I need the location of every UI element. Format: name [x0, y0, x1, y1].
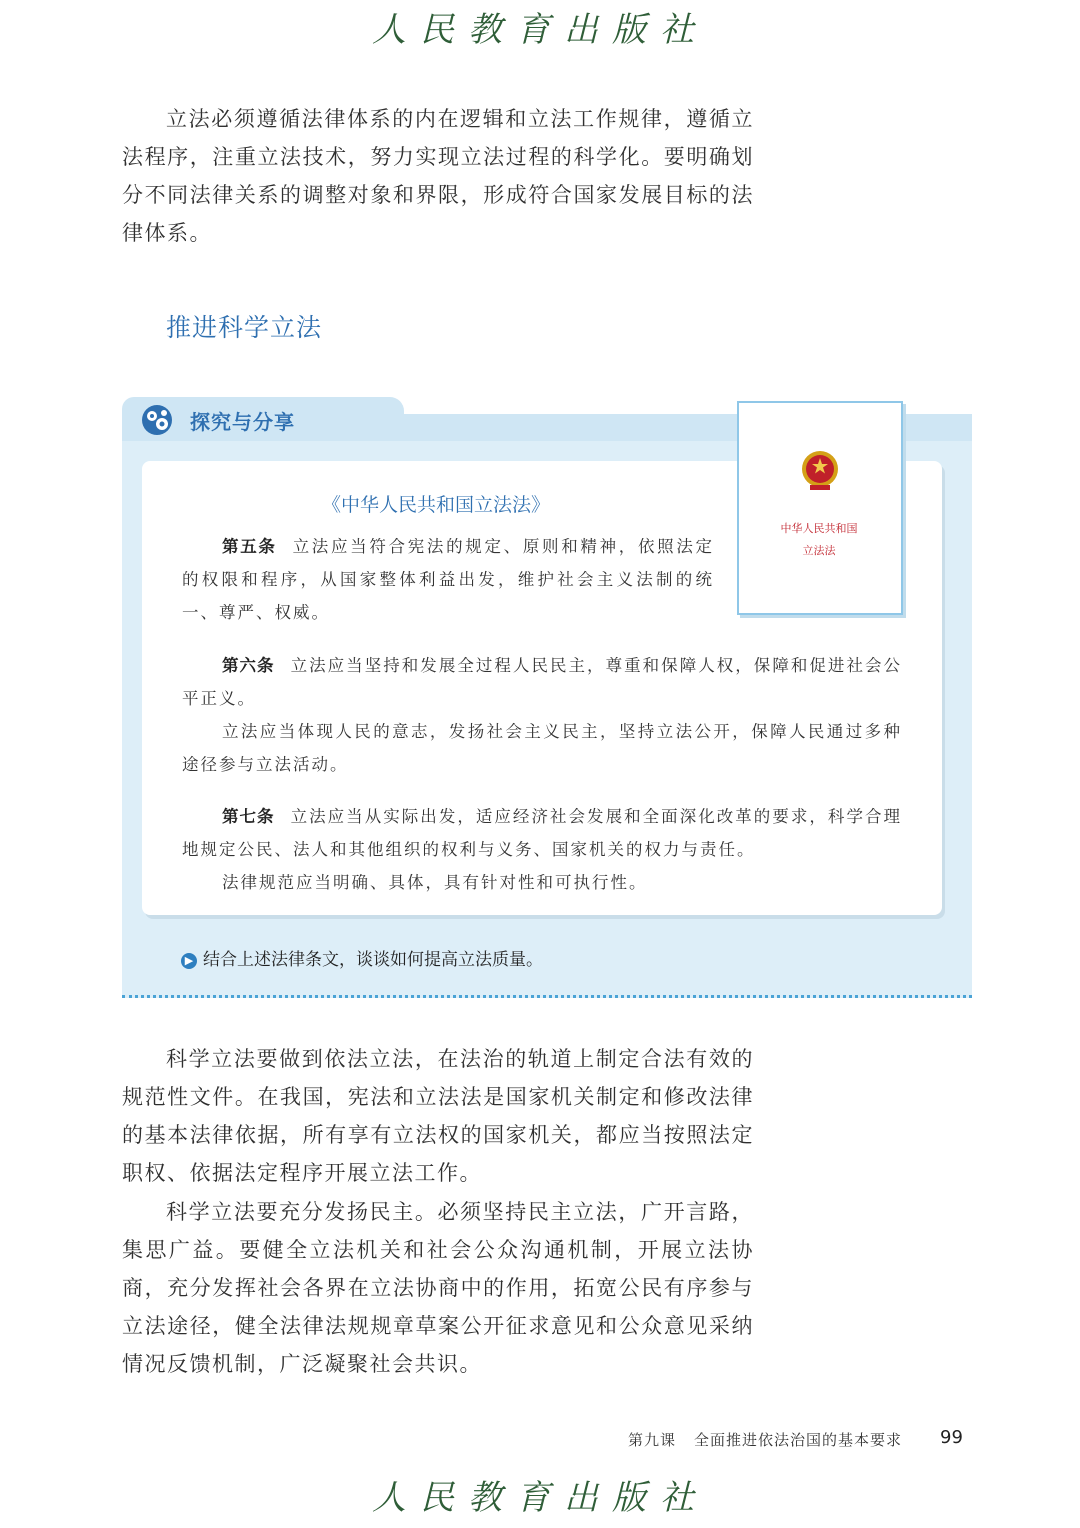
book-title-line2: 立法法: [802, 544, 836, 557]
explore-gears-icon: [140, 403, 174, 437]
page-number: 99: [940, 1427, 963, 1448]
article-number: 第六条: [222, 656, 275, 675]
article-number: 第五条: [222, 537, 277, 556]
body-paragraph: 立法必须遵循法律体系的内在逻辑和立法工作规律，遵循立法程序，注重立法技术，努力实现立法过程的科学化。要明确划分不同法律关系的调整对象和界限，形成符合国家发展目标的法律体系。: [122, 107, 754, 245]
section-heading: 推进科学立法: [166, 313, 323, 342]
footer-chapter: 第九课: [628, 1431, 677, 1449]
dotted-divider: [122, 995, 972, 998]
discussion-question: [181, 945, 543, 970]
running-footer: [628, 1429, 902, 1450]
footer-title: 全面推进依法治国的基本要求: [694, 1431, 903, 1449]
article-number: 第七条: [222, 807, 275, 826]
law-book-cover: [737, 401, 903, 615]
article-5: [182, 530, 714, 629]
article-6: [182, 649, 902, 781]
national-emblem-icon: [800, 449, 840, 493]
article-text: 立法应当从实际出发，适应经济社会发展和全面深化改革的要求，科学合理地规定公民、法人和其他组织的权利与义务、国家机关的权力与责任。: [182, 807, 903, 859]
body-paragraph: 科学立法要充分发扬民主。必须坚持民主立法，广开言路，集思广益。要健全立法机关和社会公众沟通机制，开展立法协商，充分发挥社会各界在立法协商中的作用，拓宽公民有序参与立法途径，健全法律法规规章草案公开征求意见和公众意见采纳情况反馈机制，广泛凝聚社会共识。: [122, 1200, 754, 1376]
body-paragraph: 科学立法要做到依法立法，在法治的轨道上制定合法有效的规范性文件。在我国，宪法和立法法是国家机关制定和修改法律的基本法律依据，所有享有立法权的国家机关，都应当按照法定职权、依据法定程序开展立法工作。: [122, 1047, 754, 1185]
article-text-continued: 法律规范应当明确、具体，具有针对性和可执行性。: [222, 873, 648, 892]
article-7: [182, 800, 902, 899]
article-text: 立法应当符合宪法的规定、原则和精神，依照法定的权限和程序，从国家整体利益出发，维护社会主义法制的统一、尊严、权威。: [182, 537, 714, 622]
law-title: 《中华人民共和国立法法》: [322, 494, 551, 516]
question-text: 结合上述法律条文，谈谈如何提高立法质量。: [203, 950, 543, 970]
article-text: 立法应当坚持和发展全过程人民民主，尊重和保障人权，保障和促进社会公平正义。: [182, 656, 903, 708]
article-text-continued: 立法应当体现人民的意志，发扬社会主义民主，坚持立法公开，保障人民通过多种途径参与立法活动。: [182, 722, 902, 774]
book-title-line1: 中华人民共和国: [780, 522, 858, 535]
explore-tab-label: 探究与分享: [190, 410, 295, 434]
publisher-watermark-top: 人民教育出版社: [372, 10, 708, 50]
publisher-watermark-bottom: 人民教育出版社: [372, 1478, 708, 1518]
arrow-right-icon: ▶: [181, 953, 197, 969]
